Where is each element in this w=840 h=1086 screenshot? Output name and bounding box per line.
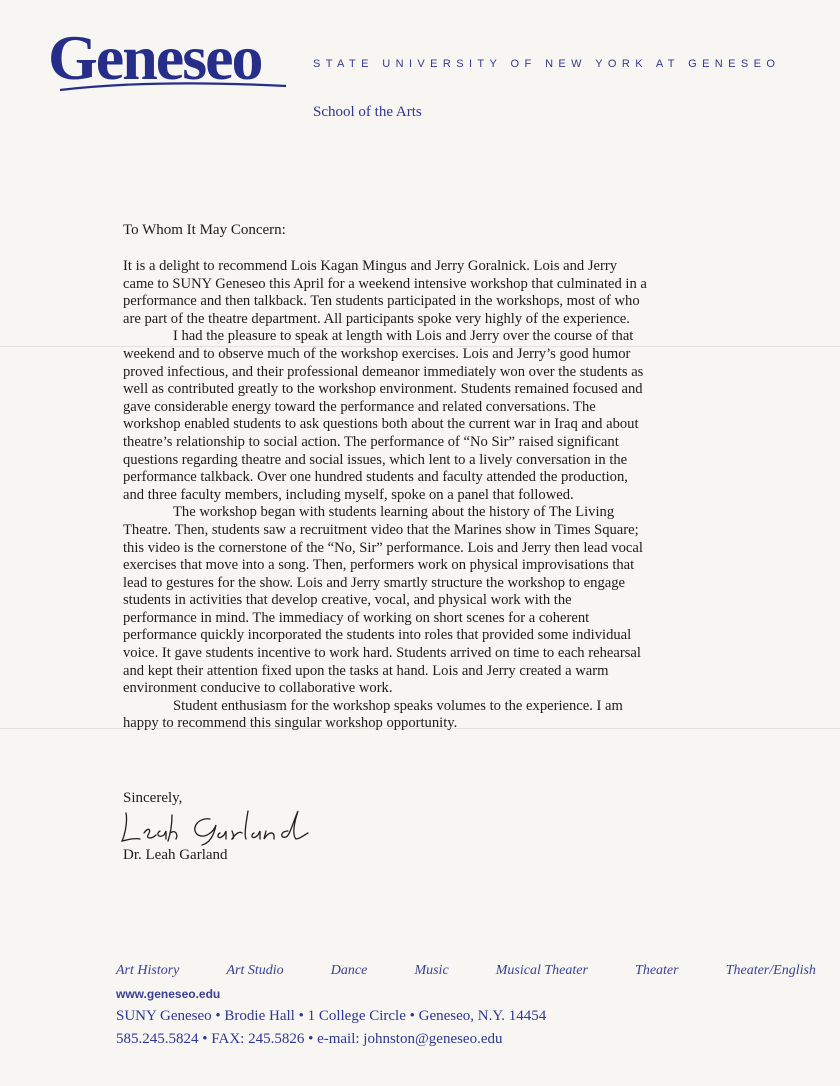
- school-name: School of the Arts: [313, 104, 422, 120]
- handwritten-signature: [118, 805, 318, 849]
- website-link[interactable]: www.geneseo.edu: [116, 987, 221, 1001]
- department-item: Theater/English: [725, 963, 816, 978]
- paragraph: The workshop began with students learning about the history of The Living Theatre. Then, students saw a recruitment video that the Marines show in Times Square; this video is the cornerstone of the “No, Sir” performance. Lois and Jerry then lead vocal exercises that move into a song. Then, performers work on physical improvisations that lead to gestures for the show. Lois and Jerry smartly structure the workshop to engage students in activities that develop creative, vocal, and physical work with the performance in mind. The immediacy of working on short scenes for a coherent performance quickly incorporated the students into roles that provided some individual voice. It gave students incentive to work hard. Students arrived on time to each rehearsal and kept their attention fixed upon the tasks at hand. Lois and Jerry created a warm environment conducive to collaborative work.: [123, 504, 643, 697]
- closing: Sincerely,: [123, 790, 183, 806]
- logo-swoosh-icon: [58, 78, 288, 94]
- signer-name: Dr. Leah Garland: [123, 847, 228, 863]
- geneseo-logo: Geneseo: [48, 22, 262, 93]
- department-item: Musical Theater: [495, 963, 588, 978]
- department-item: Music: [414, 963, 449, 978]
- department-item: Theater: [635, 963, 679, 978]
- university-name: STATE UNIVERSITY OF NEW YORK AT GENESEO: [313, 58, 781, 70]
- salutation: To Whom It May Concern:: [123, 222, 286, 238]
- paragraph: Student enthusiasm for the workshop speaks volumes to the experience. I am happy to recommend this singular workshop opportunity.: [123, 697, 623, 732]
- department-list: [116, 963, 816, 979]
- contact-info: 585.245.5824 • FAX: 245.5826 • e-mail: johnston@geneseo.edu: [116, 1031, 503, 1047]
- paragraph: It is a delight to recommend Lois Kagan Mingus and Jerry Goralnick. Lois and Jerry came to SUNY Geneseo this April for a weekend intensive workshop that culminated in a performance and then talkback. Ten students participated in the workshops, most of who are part of the theatre department. All participants spoke very highly of the experience.: [123, 258, 647, 327]
- letter-body: [123, 258, 723, 733]
- paragraph: I had the pleasure to speak at length with Lois and Jerry over the course of that weekend and to observe much of the workshop exercises. Lois and Jerry’s good humor proved infectious, and their professional demeanor immediately won over the students as well as contributed greatly to the workshop environment. Students remained focused and gave considerable energy toward the performance and related conversations. The workshop enabled students to ask questions both about the current war in Iraq and about theatre’s relationship to social action. The performance of “No Sir” raised significant questions regarding theatre and social issues, which lent to a lively conversation in the performance talkback. Over one hundred students and faculty attended the production, and three faculty members, including myself, spoke on a panel that followed.: [123, 328, 644, 503]
- department-item: Art Studio: [226, 963, 284, 978]
- department-item: Art History: [116, 963, 180, 978]
- postal-address: SUNY Geneseo • Brodie Hall • 1 College Circle • Geneseo, N.Y. 14454: [116, 1008, 547, 1024]
- department-item: Dance: [330, 963, 368, 978]
